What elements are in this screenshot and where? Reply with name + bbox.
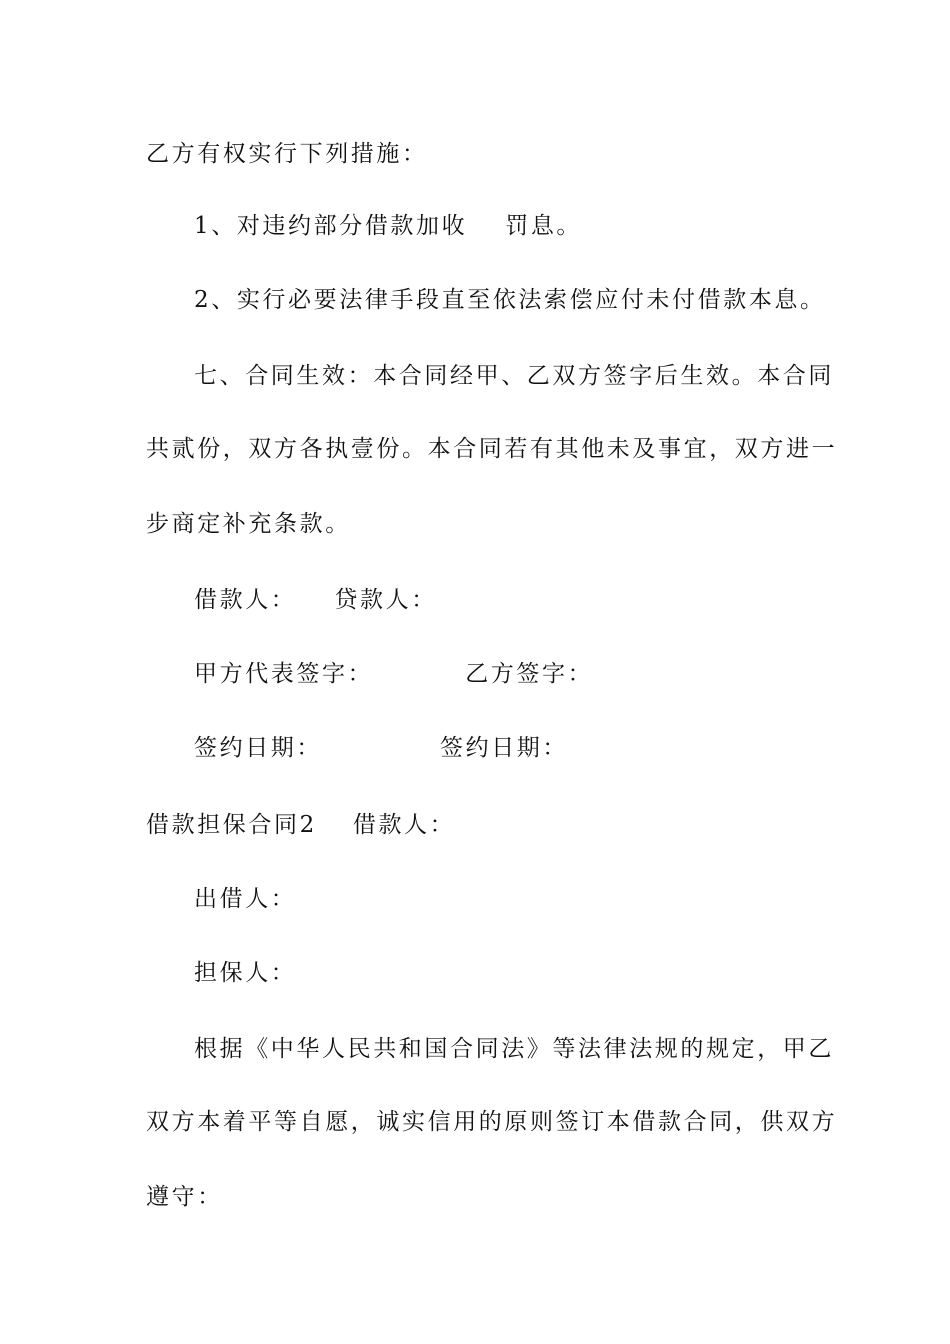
signature-line — [194, 585, 806, 615]
text: 遵守： — [146, 1184, 223, 1210]
paragraph-line — [146, 509, 806, 539]
signature-line — [194, 733, 806, 763]
guarantor-label: 担保人： — [194, 960, 297, 986]
paragraph-line — [194, 958, 806, 988]
lender-label: 贷款人： — [334, 587, 437, 613]
party-b-signature-label: 乙方签字： — [465, 661, 594, 687]
text: 共贰份，双方各执壹份。本合同若有其他未及事宜，双方进一 — [146, 436, 838, 462]
paragraph-line — [146, 1107, 838, 1137]
paragraph-line — [194, 285, 826, 315]
text: 乙方有权实行下列措施： — [146, 141, 428, 167]
text: 1、对违约部分借款加收 — [194, 213, 468, 239]
paragraph-line — [146, 139, 806, 169]
signing-date-label: 签约日期： — [440, 735, 568, 761]
party-a-signature-label: 甲方代表签字： — [194, 661, 374, 687]
text: 步商定补充条款。 — [146, 511, 351, 537]
text: 七、合同生效：本合同经甲、乙双方签字后生效。本合同 — [194, 363, 834, 389]
borrower-label: 借款人： — [194, 587, 297, 613]
lender-label: 出借人： — [194, 886, 297, 912]
paragraph-line — [194, 1034, 834, 1064]
text: 双方本着平等自愿，诚实信用的原则签订本借款合同，供双方 — [146, 1109, 838, 1135]
section-title: 借款担保合同2 — [146, 812, 317, 838]
signature-line — [194, 659, 806, 689]
paragraph-line — [194, 361, 834, 391]
paragraph-line — [194, 211, 806, 241]
paragraph-line — [194, 884, 806, 914]
borrower-label: 借款人： — [352, 812, 456, 838]
paragraph-line — [146, 434, 838, 464]
section-heading-line — [146, 810, 806, 840]
text: 根据《中华人民共和国合同法》等法律法规的规定，甲乙 — [194, 1036, 834, 1062]
text: 罚息。 — [505, 213, 583, 239]
signing-date-label: 签约日期： — [194, 735, 322, 761]
paragraph-line — [146, 1182, 806, 1212]
text: 2、实行必要法律手段直至依法索偿应付未付借款本息。 — [194, 287, 826, 313]
